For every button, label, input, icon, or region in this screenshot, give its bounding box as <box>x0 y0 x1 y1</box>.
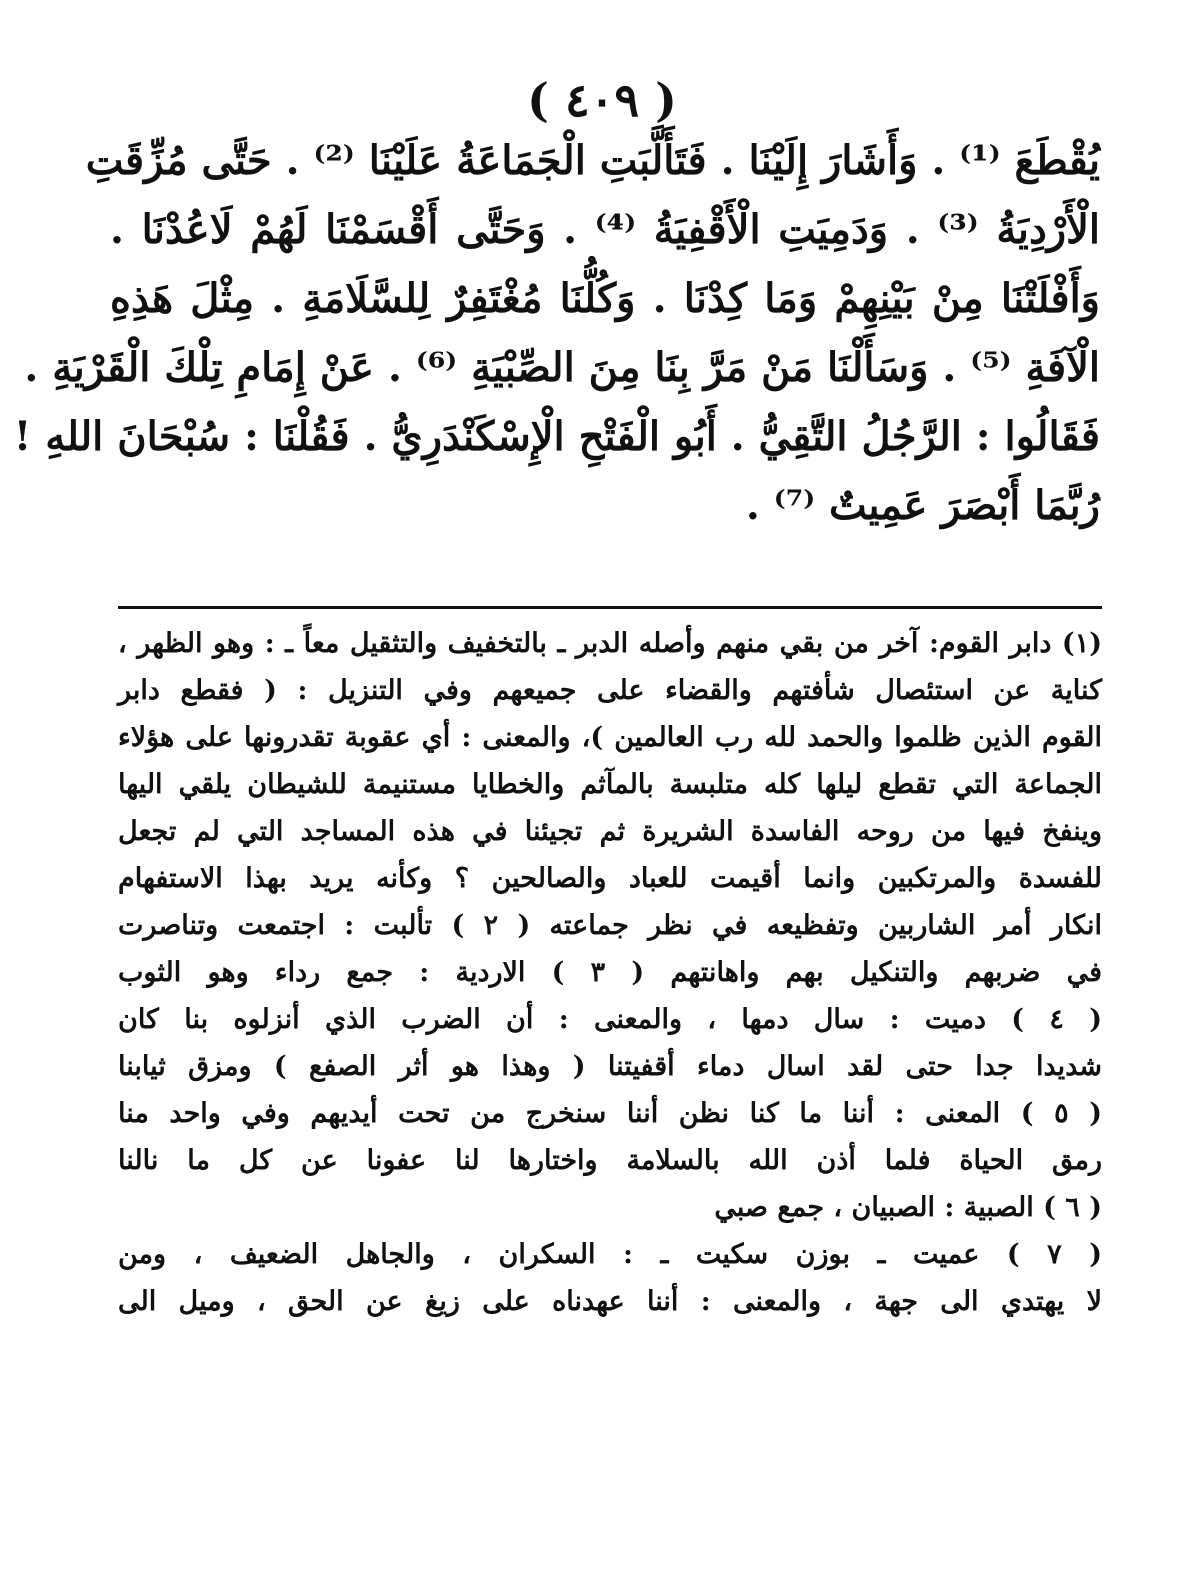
main-text-line: رُبَّمَا أَبْصَرَ عَمِيتٌ ⁽⁷⁾ . <box>745 482 1100 529</box>
footnotes-block <box>118 620 1102 1325</box>
footnote-line: ( ٥ ) المعنى : أننا ما كنا نظن أننا سنخرج من تحت أيديهم وفي واحد منا <box>118 1098 1102 1129</box>
footnote-line: وينفخ فيها من روحه الفاسدة الشريرة ثم تجيئنا في هذه المساجد التي لم تجعل <box>118 816 1102 847</box>
footnote-line: شديدا جدا حتى لقد اسال دماء أقفيتنا ( وهذا هو أثر الصفع ) ومزق ثيابنا <box>118 1051 1102 1082</box>
main-text-line: الْأَرْدِيَةُ ⁽³⁾ . وَدَمِيَتِ الْأَقْفِيَةُ ⁽⁴⁾ . وَحَتَّى أَقْسَمْنَا لَهُمْ لَاعُدْنَا . <box>110 206 1100 253</box>
footnote-line: القوم الذين ظلموا والحمد لله رب العالمين )، والمعنى : أي عقوبة تقدرونها على هؤلاء <box>118 722 1102 753</box>
footnote-line: لا يهتدي الى جهة ، والمعنى : أننا عهدناه على زيغ عن الحق ، وميل الى <box>118 1286 1102 1317</box>
footnote-line: انكار أمر الشاربين وتفظيعه في نظر جماعته ( ٢ ) تألبت : اجتمعت وتناصرت <box>118 910 1103 941</box>
page-number: ( ٤٠٩ ) <box>527 73 677 127</box>
main-text-line: يُقْطَعَ ⁽¹⁾ . وَأَشَارَ إِلَيْنَا . فَتَأَلَّبَتِ الْجَمَاعَةُ عَلَيْنَا ⁽²⁾ . حَتَّى مُزِّقَتِ <box>85 137 1100 184</box>
footnote-line: كناية عن استئصال شأفتهم والقضاء على جميعهم وفي التنزيل : ( فقطع دابر <box>118 675 1102 706</box>
footnote-line: (١) دابر القوم: آخر من بقي منهم وأصله الدبر ـ بالتخفيف والتثقيل معاً ـ : وهو الظهر ، <box>118 628 1102 659</box>
footnote-line: للفسدة والمرتكبين وانما أقيمت للعباد والصالحين ؟ وكأنه يريد بهذا الاستفهام <box>118 863 1102 894</box>
main-text-line: الْآفَةِ ⁽⁵⁾ . وَسَأَلْنَا مَنْ مَرَّ بِنَا مِنَ الصِّبْيَةِ ⁽⁶⁾ . عَنْ إِمَامِ تِلْكَ الْقَرْيَةِ . <box>24 344 1100 391</box>
footnote-line: الجماعة التي تقطع ليلها كله متلبسة بالمآثم والخطايا مستنيمة للشيطان يلقي اليها <box>118 769 1102 800</box>
main-text-block <box>13 126 1100 540</box>
footnote-divider <box>118 606 1102 609</box>
footnote-line: رمق الحياة فلما أذن الله بالسلامة واختارها لنا عفونا عن كل ما نالنا <box>118 1145 1102 1176</box>
main-text-line: فَقَالُوا : الرَّجُلُ التَّقِيُّ . أَبُو الْفَتْحِ الْإِسْكَنْدَرِيُّ . فَقُلْنَا : سُبْحَانَ اللهِ ! <box>13 413 1100 460</box>
footnote-line: ( ٦ ) الصبية : الصبيان ، جمع صبي <box>714 1192 1102 1223</box>
footnote-line: ( ٤ ) دميت : سال دمها ، والمعنى : أن الضرب الذي أنزلوه بنا كان <box>118 1004 1102 1035</box>
footnote-line: ( ٧ ) عميت ـ بوزن سكيت ـ : السكران ، والجاهل الضعيف ، ومن <box>118 1239 1102 1270</box>
footnote-line: في ضربهم والتنكيل بهم واهانتهم ( ٣ ) الاردية : جمع رداء وهو الثوب <box>118 957 1102 988</box>
main-text-line: وَأَفْلَتْنَا مِنْ بَيْنِهِمْ وَمَا كِدْنَا . وَكُلُّنَا مُغْتَفِرٌ لِلسَّلَامَةِ . مِثْلَ هَذِهِ <box>110 275 1100 322</box>
